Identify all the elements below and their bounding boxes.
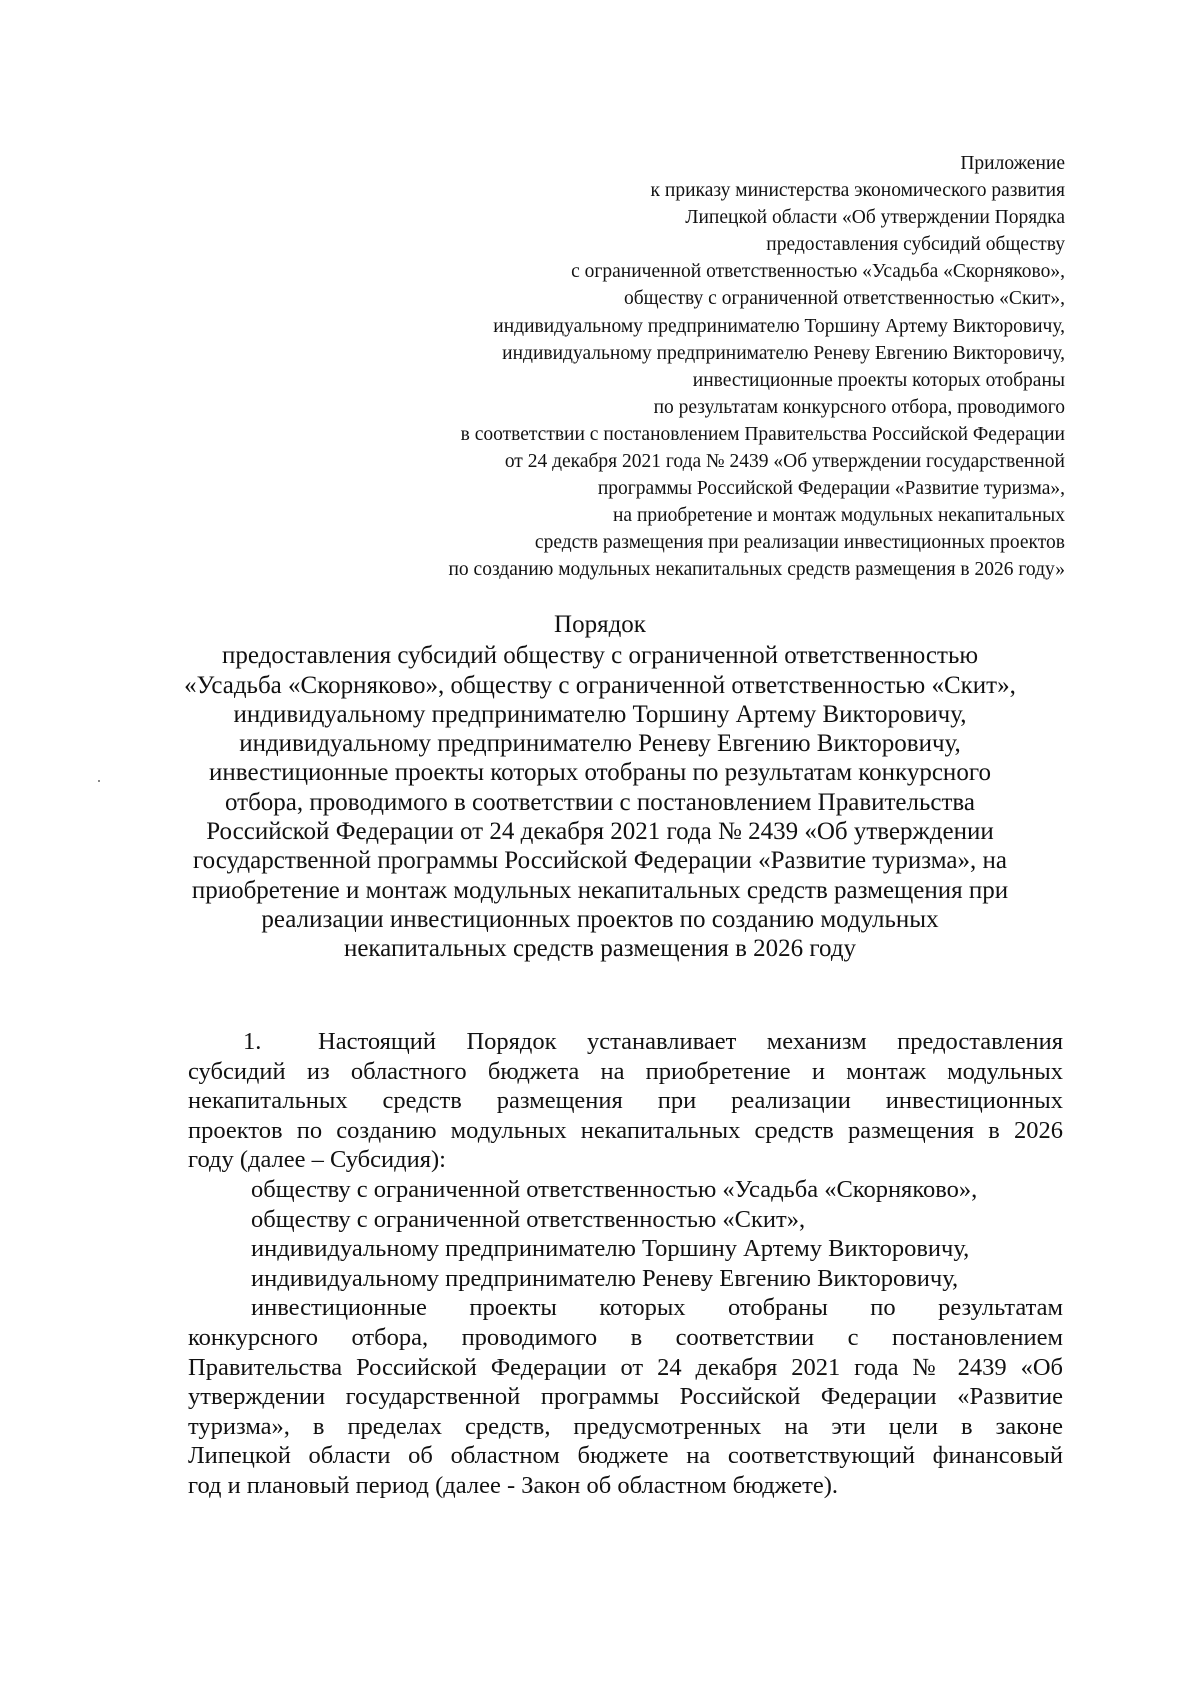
annex-line: Приложение <box>960 153 1065 174</box>
recipient-line: индивидуальному предпринимателю Торшину Артему Викторовичу, <box>251 1235 970 1263</box>
annex-line: на приобретение и монтаж модульных некапитальных <box>612 505 1065 527</box>
paragraph-first-line <box>188 1027 1063 1057</box>
title-line: индивидуальному предпринимателю Реневу Евгению Викторовичу, <box>239 730 961 758</box>
paragraph-line: конкурсного отбора, проводимого в соответствии с постановлением <box>188 1323 1063 1351</box>
paragraph-line: проектов по созданию модульных некапитальных средств размещения в 2026 <box>188 1116 1063 1144</box>
document-title <box>150 610 1050 964</box>
annex-line: Липецкой области «Об утверждении Порядка <box>685 207 1065 229</box>
title-line: инвестиционные проекты которых отобраны по результатам конкурсного <box>209 759 991 787</box>
paragraph-line: Правительства Российской Федерации от 24 декабря 2021 года № 2439 «Об <box>188 1353 1063 1381</box>
paragraph-line: Липецкой области об областном бюджете на соответствующий финансовый <box>188 1442 1063 1470</box>
title-line: индивидуальному предпринимателю Торшину Артему Викторовичу, <box>233 700 967 728</box>
annex-line: с ограниченной ответственностью «Усадьба «Скорняково», <box>571 261 1065 283</box>
paragraph-line: субсидий из областного бюджета на приобретение и монтаж модульных <box>188 1057 1063 1085</box>
annex-line: от 24 декабря 2021 года № 2439 «Об утверждении государственной <box>504 451 1065 473</box>
paragraph-line: некапитальных средств размещения при реализации инвестиционных <box>188 1087 1063 1115</box>
scan-speck <box>98 780 100 782</box>
recipient-line: индивидуальному предпринимателю Реневу Евгению Викторовичу, <box>251 1264 959 1292</box>
paragraph-line: году (далее – Субсидия): <box>188 1146 446 1174</box>
annex-line: по созданию модульных некапитальных средств размещения в 2026 году» <box>448 559 1065 581</box>
title-line: государственной программы Российской Федерации «Развитие туризма», на <box>192 847 1008 875</box>
title-heading: Порядок <box>554 611 646 638</box>
annex-line: индивидуальному предпринимателю Торшину Артему Викторовичу, <box>493 315 1065 337</box>
annex-line: обществу с ограниченной ответственностью «Скит», <box>624 288 1065 310</box>
annex-line: в соответствии с постановлением Правительства Российской Федерации <box>460 423 1065 445</box>
paragraph-line: утверждении государственной программы Российской Федерации «Развитие <box>188 1383 1063 1411</box>
title-line: Российской Федерации от 24 декабря 2021 года № 2439 «Об утверждении <box>206 818 994 846</box>
annex-line: по результатам конкурсного отбора, проводимого <box>653 396 1065 418</box>
paragraph-1 <box>188 1027 1063 1501</box>
recipient-line: обществу с ограниченной ответственностью «Усадьба «Скорняково», <box>251 1175 978 1203</box>
recipient-line: обществу с ограниченной ответственностью «Скит», <box>251 1205 806 1233</box>
title-line: реализации инвестиционных проектов по созданию модульных <box>261 905 939 933</box>
title-line: некапитальных средств размещения в 2026 году <box>343 935 857 963</box>
title-line: отбора, проводимого в соответствии с постановлением Правительства <box>224 788 975 816</box>
paragraph-line: инвестиционные проекты которых отобраны по результатам <box>251 1294 1063 1322</box>
paragraph-line: год и плановый период (далее - Закон об областном бюджете). <box>188 1471 839 1499</box>
title-line: предоставления субсидий обществу с ограниченной ответственностью <box>221 642 979 670</box>
annex-line: средств размещения при реализации инвестиционных проектов <box>534 532 1065 554</box>
paragraph-line: туризма», в пределах средств, предусмотренных на эти цели в законе <box>188 1412 1063 1440</box>
paragraph-line: Настоящий Порядок устанавливает механизм предоставления <box>318 1028 1063 1055</box>
title-line: приобретение и монтаж модульных некапитальных средств размещения при <box>191 876 1009 904</box>
title-line: «Усадьба «Скорняково», обществу с ограниченной ответственностью «Скит», <box>184 671 1016 699</box>
annex-line: предоставления субсидий обществу <box>766 234 1065 256</box>
annex-line: программы Российской Федерации «Развитие туризма», <box>597 478 1065 500</box>
annex-line: индивидуальному предпринимателю Реневу Евгению Викторовичу, <box>502 342 1065 364</box>
item-number: 1. <box>243 1028 262 1055</box>
annex-line: к приказу министерства экономического развития <box>650 180 1065 202</box>
annex-header <box>305 150 1065 584</box>
annex-line: инвестиционные проекты которых отобраны <box>692 369 1065 391</box>
